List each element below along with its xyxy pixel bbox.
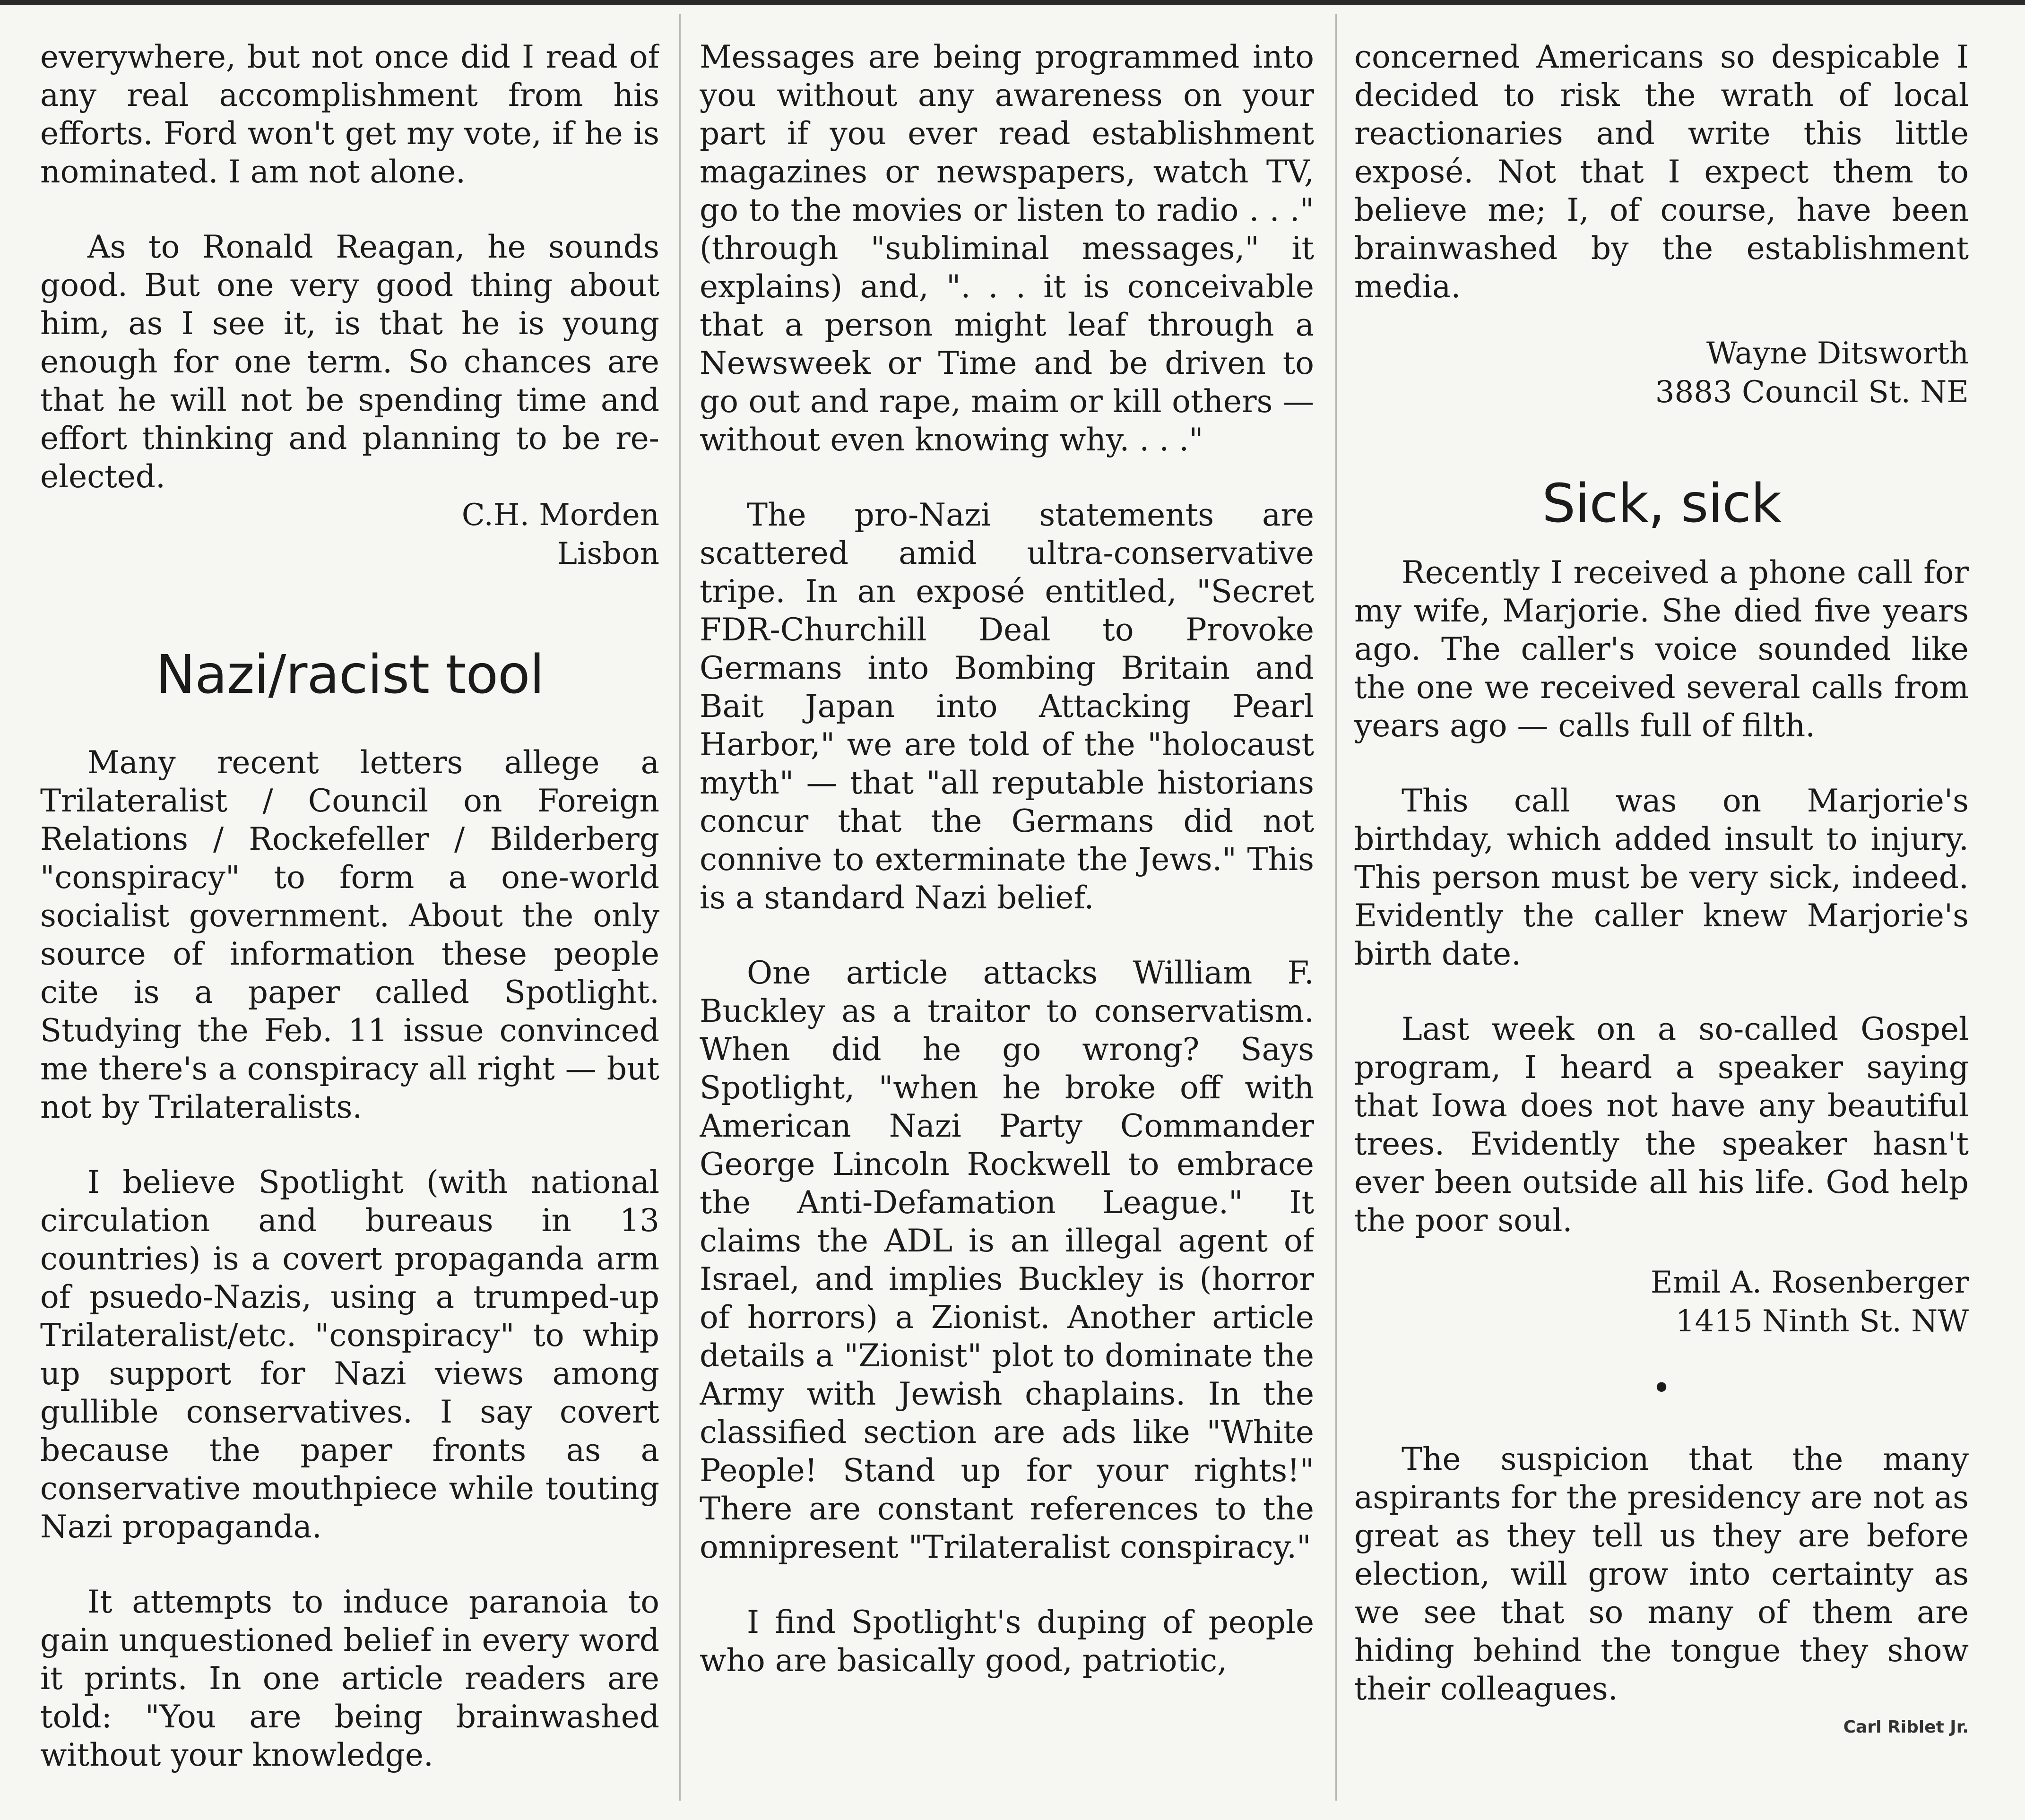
- letter-paragraph: Last week on a so-called Gospel program, I heard a speaker saying that Iowa does not have any beautiful trees. Evidently the speaker hasn't ever been outside all his life. God help the poor soul.: [1354, 1011, 1969, 1239]
- top-rule: [0, 0, 2025, 5]
- letter-paragraph: This call was on Marjorie's birthday, which added insult to injury. This person must be very sick, indeed. Evidently the caller knew Marjorie's birth date.: [1354, 783, 1969, 972]
- column-3: [1354, 38, 1969, 1796]
- letter-paragraph: Messages are being programmed into you without any awareness on your part if you ever read establishment magazines or newspapers, watch TV, go to the movies or listen to radio . . ." (through "subliminal messages," it explains) and, ". . . it is conceivable that a person might leaf through a Newsweek or Time and be driven to go out and rape, maim or kill others — without even knowing why. . . .": [700, 39, 1314, 458]
- headline: Nazi/racist tool: [156, 644, 544, 706]
- letter-paragraph: Recently I received a phone call for my wife, Marjorie. She died five years ago. The caller's voice sounded like the one we received several calls from years ago — calls full of filth.: [1354, 554, 1969, 744]
- separator-bullet: •: [1652, 1369, 1671, 1407]
- column-1: [40, 38, 659, 1796]
- signature: [40, 496, 659, 573]
- letter-paragraph: everywhere, but not once did I read of any real accomplishment from his efforts. Ford won't get my vote, if he is nominated. I am not alone.: [40, 39, 659, 190]
- column-divider: [1335, 14, 1337, 1801]
- column-2: [700, 38, 1314, 1796]
- signature: [1354, 334, 1969, 412]
- signature-address: 3883 Council St. NE: [1655, 375, 1969, 410]
- headline: Sick, sick: [1542, 473, 1781, 535]
- letter-paragraph: concerned Americans so despicable I decided to risk the wrath of local reactionaries and write this little exposé. Not that I expect them to believe me; I, of course, have been brainwashed by the establishment media.: [1354, 39, 1969, 305]
- signature-name: Emil A. Rosenberger: [1650, 1265, 1969, 1300]
- signature-place: Lisbon: [557, 536, 659, 571]
- letter-paragraph: I believe Spotlight (with national circulation and bureaus in 13 countries) is a covert propaganda arm of psuedo-Nazis, using a trumped-up Trilateralist/etc. "conspiracy" to whip up support for Nazi views among gullible conservatives. I say covert because the paper fronts as a conservative mouthpiece while touting Nazi propaganda.: [40, 1164, 659, 1545]
- signature-name: Wayne Ditsworth: [1706, 336, 1969, 371]
- signature-address: 1415 Ninth St. NW: [1675, 1304, 1969, 1339]
- letter-paragraph: As to Ronald Reagan, he sounds good. But one very good thing about him, as I see it, is that he is young enough for one term. So chances are that he will not be spending time and effort thinking and planning to be re-elected.: [40, 229, 659, 495]
- letter-paragraph: One article attacks William F. Buckley as a traitor to conservatism. When did he go wrong? Says Spotlight, "when he broke off with American Nazi Party Commander George Lincoln Rockwell to embrace the Anti-Defamation League." It claims the ADL is an illegal agent of Israel, and implies Buckley is (horror of horrors) a Zionist. Another article details a "Zionist" plot to dominate the Army with Jewish chaplains. In the classified section are ads like "White People! Stand up for your rights!" There are constant references to the omnipresent "Trilateralist conspiracy.": [700, 955, 1314, 1565]
- author-credit: Carl Riblet Jr.: [1843, 1717, 1969, 1737]
- column-divider: [679, 14, 681, 1801]
- letter-paragraph: Many recent letters allege a Trilateralist / Council on Foreign Relations / Rockefeller / Bilderberg "conspiracy" to form a one-world socialist government. About the only source of information these people cite is a paper called Spotlight. Studying the Feb. 11 issue convinced me there's a conspiracy all right — but not by Trilateralists.: [40, 744, 659, 1125]
- letter-paragraph: It attempts to induce paranoia to gain unquestioned belief in every word it prints. In one article readers are told: "You are being brainwashed without your knowledge.: [40, 1584, 659, 1773]
- signature-name: C.H. Morden: [461, 498, 659, 533]
- letter-paragraph: The pro-Nazi statements are scattered amid ultra-conservative tripe. In an exposé entitled, "Secret FDR-Churchill Deal to Provoke Germans into Bombing Britain and Bait Japan into Attacking Pearl Harbor," we are told of the "holocaust myth" — that "all reputable historians concur that the Germans did not connive to exterminate the Jews." This is a standard Nazi belief.: [700, 497, 1314, 916]
- letter-paragraph: The suspicion that the many aspirants for the presidency are not as great as they tell us they are before election, will grow into certainty as we see that so many of them are hiding behind the tongue they show their colleagues.: [1354, 1441, 1969, 1707]
- letter-paragraph: I find Spotlight's duping of people who are basically good, patriotic,: [700, 1604, 1314, 1679]
- signature: [1354, 1263, 1969, 1341]
